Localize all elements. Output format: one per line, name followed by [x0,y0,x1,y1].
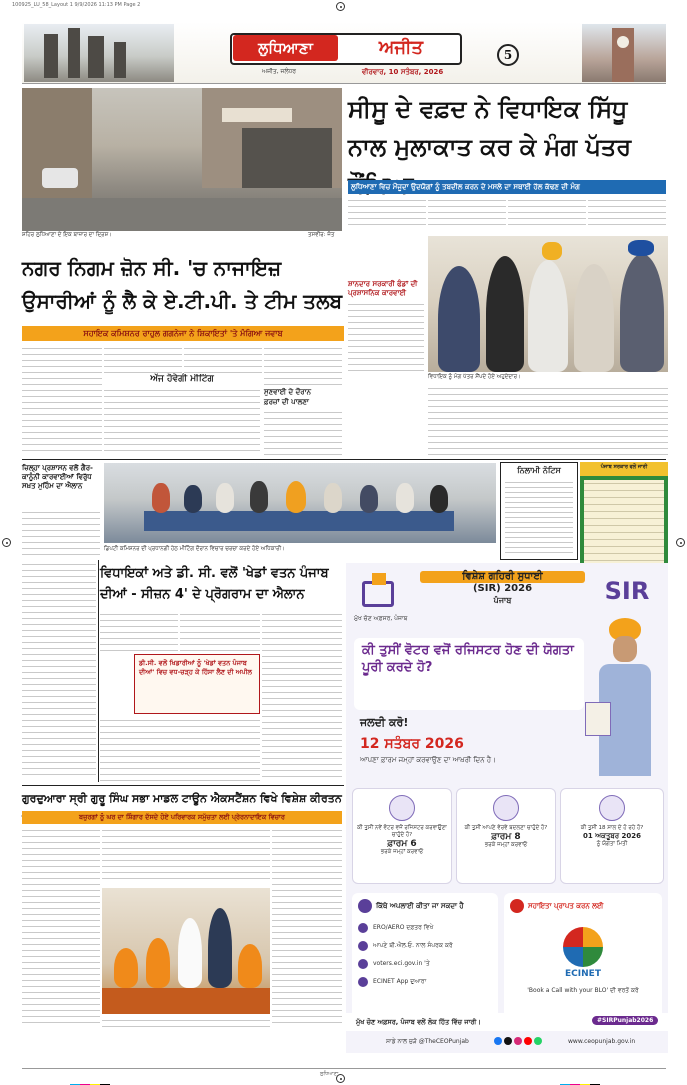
masthead-city: ਲੁਧਿਆਣਾ [233,35,338,61]
auction-notice-title: ਨਿਲਾਮੀ ਨੋਟਿਸ [517,466,561,475]
sir-card-sub: ਭਰਕੇ ਜਮ੍ਹਾਂ ਕਰਵਾਓ [484,842,528,848]
sir-card-sub: ਨੂੰ ਯੋਗਤਾ ਮਿਤੀ [596,841,628,847]
sir-card-form8 [456,788,556,884]
story4-column-text [102,828,270,884]
sir-help-item: ECINET App ਦੁਆਰਾ [373,978,427,985]
column-rule [98,560,99,782]
edit-user-icon [493,795,519,821]
sir-book-call: 'Book a Call with your BLO' ਦੀ ਵਰਤੋਂ ਕਰੋ [527,987,639,994]
sir-office: ਮੁੱਖ ਚੋਣ ਅਫ਼ਸਰ, ਪੰਜਾਬ [354,615,408,622]
government-ad [580,462,668,570]
sir-card-form: ਫ਼ਾਰਮ 8 [491,832,521,842]
sir-help-item: ERO/AERO ਦਫ਼ਤਰ ਵਿਖੇ [373,924,434,931]
ecinet-label: ECINET [565,969,601,979]
sir-card-form: 01 ਅਕਤੂਬਰ 2026 [582,832,642,840]
story3-quote: ਡੀ.ਸੀ. ਵਲੋਂ ਖਿਡਾਰੀਆਂ ਨੂੰ 'ਖੇਡਾਂ ਵਤਨ ਪੰਜਾਬ ਦੀਆਂ' ਵਿਚ ਵਧ-ਚੜ੍ਹ ਕੇ ਹਿੱਸਾ ਲੈਣ ਦੀ ਅਪੀਲ [139,659,252,676]
street-photo-caption: ਸ਼ਹਿਰ ਲੁਧਿਆਣਾ ਦੇ ਇਕ ਬਾਜ਼ਾਰ ਦਾ ਦ੍ਰਿਸ਼। [22,232,112,238]
ballot-box-icon [354,571,406,611]
sir-help-item: voters.eci.gov.in 'ਤੇ [373,960,430,967]
location-pin-icon [358,899,372,913]
masthead-photo-left [24,24,174,82]
story4-headline: ਗੁਰਦੁਆਰਾ ਸ੍ਰੀ ਗੁਰੂ ਸਿੰਘ ਸਭਾ ਮਾਡਲ ਟਾਊਨ ਐਕਸਟੈਂਸ਼ਨ ਵਿਖੇ ਵਿਸ਼ੇਸ਼ ਕੀਰਤਨ [22,792,342,805]
mobile-app-icon [358,977,368,987]
sir-title-line2: (SIR) 2026 [472,583,533,594]
story2-column-text [264,410,342,456]
sir-logo [590,574,664,608]
lead-bottom-text [428,386,668,456]
lead-column-text [508,198,586,228]
ecinet-logo-icon [563,927,603,967]
sir-card-sub: ਭਰਕੇ ਜਮ੍ਹਾਂ ਕਰਵਾਓ [380,849,424,855]
sir-card-question: ਕੀ ਤੁਸੀਂ ਆਪਣੇ ਵੇਰਵੇ ਬਦਲਣਾ ਚਾਹੁੰਦੇ ਹੋ? [464,825,548,831]
sir-deadline: 12 ਸਤੰਬਰ 2026 [360,736,464,752]
street-photo-credit: ਤਸਵੀਰ: ਜੋਤ [308,232,335,238]
sir-question: ਕੀ ਤੁਸੀਂ ਵੋਟਰ ਵਜੋਂ ਰਜਿਸਟਰ ਹੋਣ ਦੀ ਯੋਗਤਾ ਪੂਰੀ ਕਰਦੇ ਹੋ? [362,643,574,675]
registration-mark-icon [2,538,11,547]
story2-headline: ਨਗਰ ਨਿਗਮ ਜ਼ੋਨ ਸੀ. 'ਚ ਨਾਜਾਇਜ਼ ਉਸਾਰੀਆਂ ਨੂੰ ਲੈ ਕੇ ਏ.ਟੀ.ਪੀ. ਤੇ ਟੀਮ ਤਲਬ [22,256,343,313]
brief-text [22,510,100,558]
sir-bottom-bar [346,1013,668,1031]
meeting-photo-caption: ਵਿਧਾਇਕ ਨੂੰ ਮੰਗ ਪੱਤਰ ਸੌਂਪਦੇ ਹੋਏ ਅਹੁਦੇਦਾਰ। [428,374,521,380]
story3-quote-box [134,654,260,714]
government-ad-title: ਪੰਜਾਬ ਸਰਕਾਰ ਵਲੋਂ ਜਾਰੀ [600,464,648,470]
story2-strap: ਸਹਾਇਕ ਕਮਿਸ਼ਨਰ ਰਾਹੁਲ ਗਗਨੇਜਾ ਨੇ ਸ਼ਿਕਾਇਤਾਂ 'ਤੇ ਮੰਗਿਆ ਜਵਾਬ [22,326,344,341]
masthead-publisher: ਅਜੀਤ, ਜਲੰਧਰ [262,68,297,75]
sir-card-question: ਕੀ ਤੁਸੀਂ 18 ਸਾਲ ਦੇ ਹੋ ਰਹੇ ਹੋ? [580,825,644,831]
story2-column-text [264,346,342,386]
user-icon [358,941,368,951]
sir-card-question: ਕੀ ਤੁਸੀਂ ਨਵੇਂ ਵੋਟਰ ਵਜੋਂ ਰਜਿਸਟਰ ਕਰਵਾਉਣਾ ਚਾਹੁੰਦੇ ਹੋ? [357,825,447,838]
youtube-icon [524,1037,532,1045]
help-icon [510,899,524,913]
masthead-photo-right [582,24,666,82]
story2-column-text [22,346,102,456]
calendar-icon [599,795,625,821]
gurdwara-photo [102,888,270,1014]
sir-bottom-line: ਮੁੱਖ ਚੋਣ ਅਫ਼ਸਰ, ਪੰਜਾਬ ਵਲੋਂ ਲੋਕ ਹਿੱਤ ਵਿੱਚ ਜਾਰੀ। [356,1018,481,1026]
story4-column-text [272,828,342,1028]
brief-headline: ਜ਼ਿਲ੍ਹਾ ਪ੍ਰਸ਼ਾਸਨ ਵਲੋਂ ਗੈਰ-ਕਾਨੂੰਨੀ ਕਾਰਵਾਈਆਂ ਵਿਰੁੱਧ ਸਖ਼ਤ ਮੁਹਿੰਮ ਦਾ ਐਲਾਨ [22,464,93,490]
sir-person-illustration [585,618,663,776]
sir-question-box [354,638,584,710]
sir-website: www.ceopunjab.gov.in [568,1038,636,1045]
sir-footer [346,1033,668,1051]
story3-column-text [100,612,178,652]
sir-help-panel [504,893,662,1025]
sir-card-form6 [352,788,452,884]
story3-headline: ਵਿਧਾਇਕਾਂ ਅਤੇ ਡੀ. ਸੀ. ਵਲੋਂ 'ਖੇਡਾਂ ਵਤਨ ਪੰਜਾਬ ਦੀਆਂ - ਸੀਜ਼ਨ 4' ਦੇ ਪ੍ਰੋਗਰਾਮ ਦਾ ਐਲਾਨ [100,566,329,602]
sir-card-age [560,788,664,884]
registration-mark-icon [676,538,685,547]
story4-column-text [22,828,100,1028]
instagram-icon [514,1037,522,1045]
story4-column-text [102,1018,270,1030]
mid-photo-caption: ਡਿਪਟੀ ਕਮਿਸ਼ਨਰ ਦੀ ਪ੍ਰਧਾਨਗੀ ਹੇਠ ਮੀਟਿੰਗ ਦੌਰਾਨ ਵਿਚਾਰ ਚਰਚਾ ਕਰਦੇ ਹੋਏ ਅਧਿਕਾਰੀ। [104,546,285,552]
whatsapp-icon [534,1037,542,1045]
sir-deadline-sub: ਆਪਣਾ ਫ਼ਾਰਮ ਜਮ੍ਹਾਂ ਕਰਵਾਉਣ ਦਾ ਆਖ਼ਰੀ ਦਿਨ ਹੈ। [360,756,496,764]
sir-hurry: ਜਲਦੀ ਕਰੋ! [360,716,409,729]
story4-strap: ਬਜ਼ੁਰਗਾਂ ਨੂੰ ਘਰ ਦਾ ਸ਼ਿੰਗਾਰ ਦੱਸਦੇ ਹੋਏ ਪਰਿਵਾਰਕ ਸਮੁੱਚਤਾ ਲਈ ਪ੍ਰੇਰਨਾਦਾਇਕ ਵਿਚਾਰ [22,811,342,824]
slug-line: 100925_LU_58_Layout 1 9/9/2026 11:13 PM Page 2 [12,2,141,8]
footer-rule [22,1068,666,1069]
mid-meeting-photo [104,463,496,543]
footer-city: ਲੁਧਿਆਣਾ [320,1071,339,1077]
color-bar [70,1074,110,1085]
sir-help-item: ਆਪਣੇ ਬੀ.ਐਲ.ਓ. ਨਾਲ ਸੰਪਰਕ ਕਰੋ [373,942,453,949]
street-photo [22,88,342,231]
story2-side-head-2: ਫ਼ਰਜ਼ਾਂ ਦੀ ਪਾਲਣਾ [264,398,309,406]
lead-column-text [348,198,426,228]
sir-card-form: ਫ਼ਾਰਮ 6 [387,839,417,849]
masthead-logo: ਅਜੀਤ [378,37,424,58]
add-user-icon [389,795,415,821]
color-bar [560,1074,600,1085]
section-divider [22,459,666,460]
story2-column-text [184,346,262,374]
lead-column-text [588,198,666,228]
facebook-icon [494,1037,502,1045]
lead-headline: ਸੀਸੂ ਦੇ ਵਫ਼ਦ ਨੇ ਵਿਧਾਇਕ ਸਿੱਧੂ ਨਾਲ ਮੁਲਾਕਾਤ ਕਰ ਕੇ ਮੰਗ ਪੱਤਰ [348,95,632,161]
lead-strap: ਲੁਧਿਆਣਾ ਵਿਚ ਮੌਜੂਦਾ ਉਦਯੋਗਾਂ ਨੂੰ ਤਬਦੀਲ ਕਰਨ ਦੇ ਮਸਲੇ ਦਾ ਸਥਾਈ ਹੱਲ ਕੱਢਣ ਦੀ ਮੰਗ [348,180,666,194]
lead-column-text [428,198,506,228]
x-icon [504,1037,512,1045]
story2-boxed-head: ਅੱਜ ਹੋਵੇਗੀ ਮੀਟਿੰਗ [150,374,214,384]
office-icon [358,923,368,933]
sir-follow: ਸਾਡੇ ਨਾਲ ਜੁੜੋ @TheCEOPunjab [386,1038,469,1045]
story3-column-text [100,718,260,782]
brief-text [22,562,96,780]
lead-side-text [348,302,424,372]
masthead-date: ਵੀਰਵਾਰ, 10 ਸਤੰਬਰ, 2026 [362,68,444,76]
sir-logo-text: SIR [604,577,650,605]
story3-column-text [262,612,342,782]
story2-column-text [104,388,260,456]
sir-help-title: ਕਿੱਥੇ ਅਪਲਾਈ ਕੀਤਾ ਜਾ ਸਕਦਾ ਹੈ [376,901,464,910]
sir-title-line3: ਪੰਜਾਬ [493,596,512,605]
sir-hashtag: #SIRPunjab2026 [592,1016,658,1025]
auction-notice [500,462,578,560]
sir-help-right-title: ਸਹਾਇਤਾ ਪ੍ਰਾਪਤ ਕਰਨ ਲਈ [528,901,604,910]
registration-mark-icon [336,2,345,11]
sir-where-to-apply [352,893,498,1025]
section-divider [22,785,344,786]
meeting-photo [428,236,668,372]
story2-side-head: ਸੁਣਵਾਈ ਦੇ ਦੌਰਾਨ [264,388,311,396]
story2-column-text [104,346,182,376]
sir-title-block [420,571,585,605]
story3-column-text [180,612,260,652]
lead-side-head: ਸ਼ਾਨਦਾਰ ਸਰਕਾਰੀ ਫੰਡਾਂ ਦੀ ਪ੍ਰਸ਼ਾਸਨਿਕ ਕਾਰਵਾਈ [348,280,418,297]
page-number: 5 [497,44,519,66]
globe-icon [358,959,368,969]
sir-title-line1: ਵਿਸ਼ੇਸ਼ ਗਹਿਰੀ ਸੁਧਾਈ [420,571,585,583]
